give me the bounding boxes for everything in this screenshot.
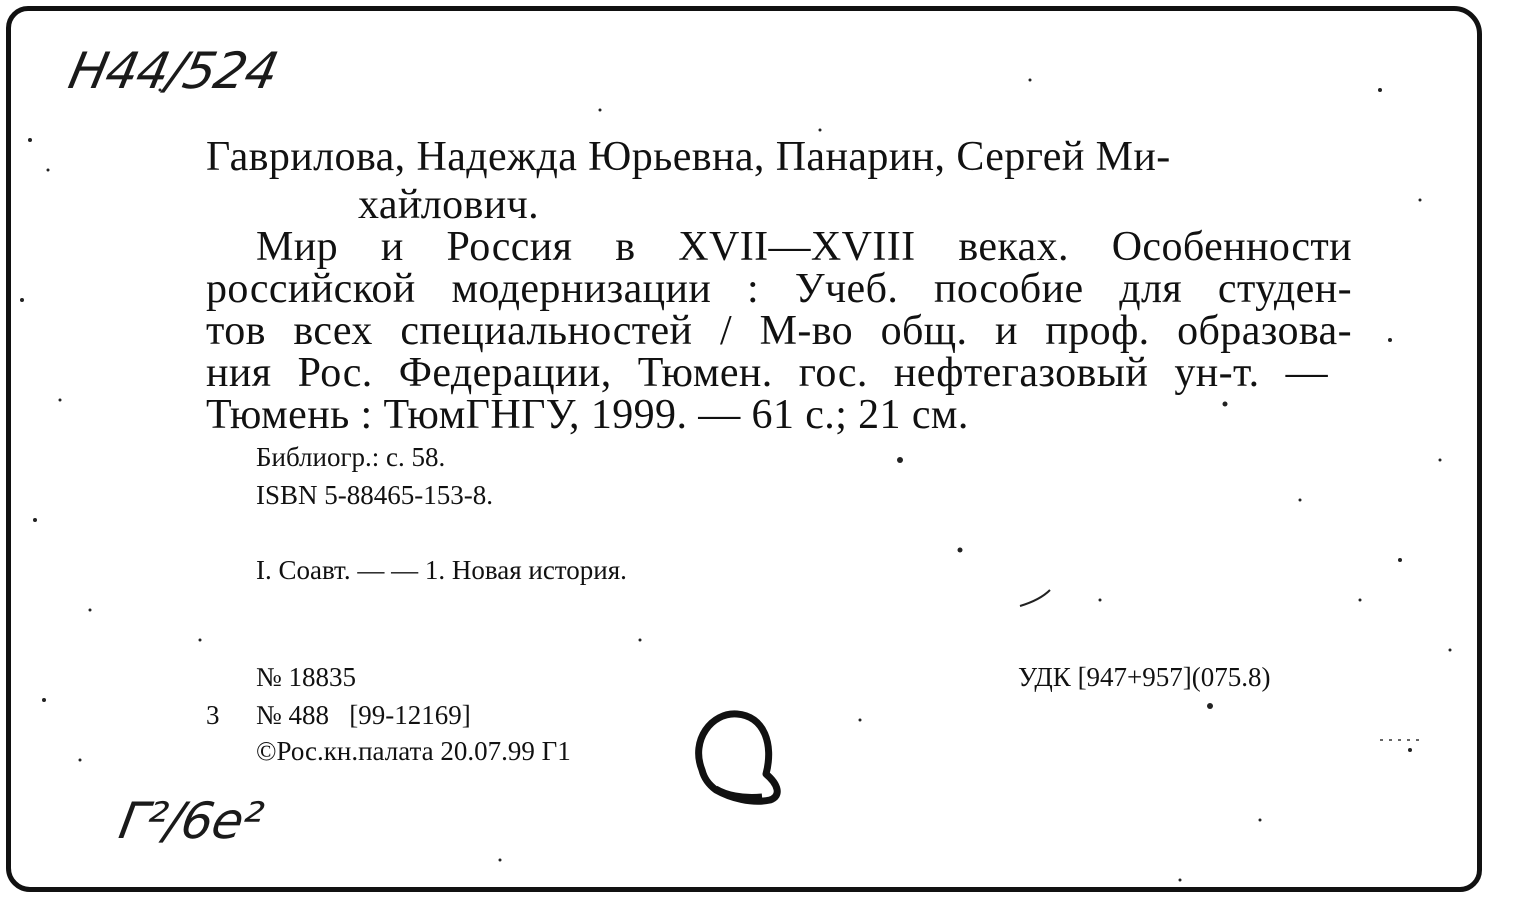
copies-count: 3 <box>206 700 220 730</box>
author-heading-text: Гаврилова, Надежда Юрьевна, Панарин, Сергей Ми- <box>206 134 1171 180</box>
card-hole-mark <box>682 700 792 810</box>
description-line-4: ния Рос. Федерации, Тюмен. гос. нефтегазовый ун-т. — <box>206 350 1328 396</box>
handwritten-inventory-mark: Г²/6е² <box>114 792 267 850</box>
bibliography-note: Библиогр.: с. 58. <box>256 442 446 472</box>
handwritten-shelf-mark: Н44/524 <box>63 42 283 100</box>
description-line-1: Мир и Россия в XVII—XVIII веках. Особенности <box>256 224 1352 270</box>
tracings-line: I. Соавт. — — 1. Новая история. <box>256 555 627 585</box>
description-line-3: тов всех специальностей / М-во общ. и проф. образова- <box>206 308 1352 354</box>
udc-code: УДК [947+957](075.8) <box>1018 662 1271 692</box>
card-number: № 18835 <box>256 662 357 692</box>
description-line-2: российской модернизации : Учеб. пособие для студен- <box>206 266 1352 312</box>
book-chamber-line: ©Рос.кн.палата 20.07.99 Г1 <box>256 736 571 766</box>
author-heading-line-1 <box>206 136 1352 178</box>
author-heading-line-2: хайлович. <box>358 182 540 228</box>
isbn-note: ISBN 5-88465-153-8. <box>256 480 493 510</box>
description-line-5: Тюмень : ТюмГНГУ, 1999. — 61 с.; 21 см. <box>206 392 969 438</box>
registry-number: № 488 [99-12169] <box>256 700 471 730</box>
